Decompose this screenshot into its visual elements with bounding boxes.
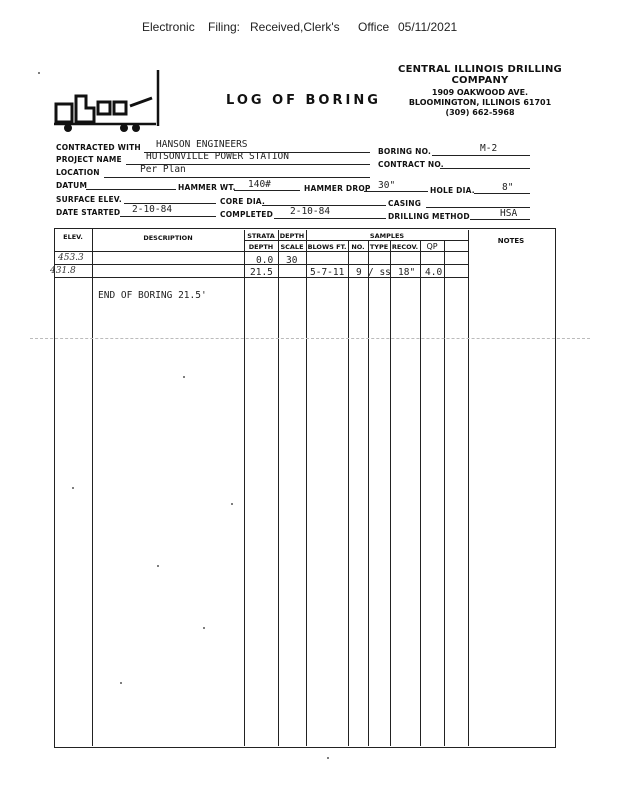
scan-fold-line [30,338,590,339]
row2-elev: 431.8 [50,266,76,276]
location-label: LOCATION [56,168,100,177]
scan-speck [72,487,74,489]
col-strata-header: STRATA [247,232,275,240]
company-name: CENTRAL ILLINOIS DRILLING COMPANY [398,64,562,86]
end-of-boring-note: END OF BORING 21.5' [98,290,207,301]
project-name-value: HUTSONVILLE POWER STATION [146,151,289,162]
company-phone: (309) 662-5968 [445,108,515,117]
location-value: Per Plan [140,164,186,175]
boring-no-value: M-2 [480,143,498,154]
row2-type: / ss [368,267,391,278]
scan-speck [203,627,205,629]
col-type-header: TYPE [369,243,389,251]
row2-no: 9 [356,267,362,278]
hammer-wt-label: HAMMER WT. [178,183,236,192]
company-block [372,64,588,117]
col-samples-header: SAMPLES [369,232,405,240]
col-qp-header: QP [426,242,438,251]
contracted-with-label: CONTRACTED WITH [56,143,141,152]
scan-speck [157,565,159,567]
col-blows-header: BLOWS FT. [307,243,347,251]
col-depth-header: DEPTH [279,232,305,240]
row2-recov: 18" [398,267,416,278]
project-name-label: PROJECT NAME [56,155,122,164]
row2-qp: 4.0 [425,267,443,278]
stamp-electronic: Electronic [142,20,195,34]
drilling-method-value: HSA [500,208,518,219]
drilling-method-label: DRILLING METHOD [388,212,470,221]
scan-speck [120,682,122,684]
company-address-2: BLOOMINGTON, ILLINOIS 61701 [408,98,552,107]
col-scale-header: SCALE [280,243,304,251]
drilling-rig-logo [52,68,164,134]
surface-elev-label: SURFACE ELEV. [56,195,122,204]
scan-speck [38,72,40,74]
date-started-value: 2-10-84 [132,204,173,215]
company-address-1: 1909 OAKWOOD AVE. [431,88,529,97]
row1-strata-depth: 0.0 [256,255,274,266]
contracted-with-value: HANSON ENGINEERS [156,139,248,150]
scan-speck [183,376,185,378]
stamp-filing: Filing: [208,20,241,34]
completed-value: 2-10-84 [290,206,331,217]
row1-scale: 30 [286,255,298,266]
hammer-wt-value: 140# [248,179,271,190]
completed-label: COMPLETED [220,210,274,219]
stamp-received: Received,Clerk's [250,20,340,34]
scan-speck [231,503,233,505]
page-title: LOG OF BORING [226,93,381,108]
hole-dia-value: 8" [502,182,514,193]
col-no-header: NO. [351,243,365,251]
scan-speck [327,757,329,759]
contract-no-label: CONTRACT NO. [378,160,444,169]
date-started-label: DATE STARTED [56,208,121,217]
col-strata-depth-header: DEPTH [248,243,274,251]
hammer-drop-value: 30" [378,180,396,191]
row2-blows: 5-7-11 [310,267,345,278]
core-dia-label: CORE DIA. [220,197,265,206]
col-recov-header: RECOV. [391,243,419,251]
hole-dia-label: HOLE DIA. [430,186,475,195]
col-description-header: DESCRIPTION [143,234,193,242]
casing-label: CASING [388,199,422,208]
boring-no-label: BORING NO. [378,147,432,156]
hammer-drop-label: HAMMER DROP [304,184,371,193]
row1-elev: 453.3 [58,253,84,263]
stamp-date: 05/11/2021 [398,20,458,34]
stamp-office: Office [358,20,390,34]
datum-label: DATUM [56,181,88,190]
boring-log-table [54,228,556,748]
col-notes-header: NOTES [497,237,525,245]
row2-strata-depth: 21.5 [250,267,273,278]
col-elev-header: ELEV. [63,233,83,241]
